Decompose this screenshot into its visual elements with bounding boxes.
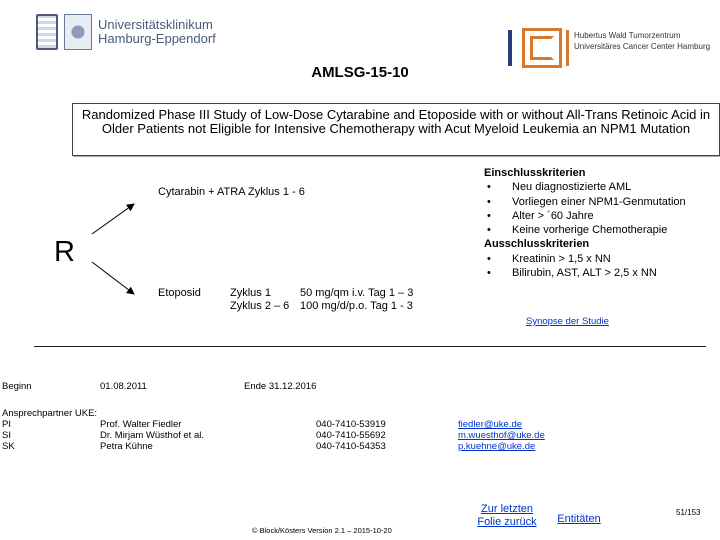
end-date: Ende 31.12.2016	[244, 381, 317, 392]
uke-logo	[36, 14, 216, 54]
contact-name: Petra Kühne	[100, 441, 153, 452]
inclusion-item: • Keine vorherige Chemotherapie	[484, 223, 714, 237]
hwtz-logo-text: Hubertus Wald Tumorzentrum Universitäres Cancer Center Hamburg	[574, 31, 711, 51]
randomization-letter: R	[54, 236, 75, 268]
begin-value: 01.08.2011	[100, 381, 147, 392]
hwtz-bar-icon	[508, 30, 512, 66]
contacts-heading: Ansprechpartner UKE:	[2, 408, 98, 419]
begin-label: Beginn	[2, 381, 32, 392]
arm-b-cycle1-dose: 50 mg/qm i.v. Tag 1 – 3	[300, 287, 414, 299]
contact-phone: 040-7410-55692	[316, 430, 386, 441]
hwtz-inner-square-icon	[530, 36, 554, 60]
contact-email-link[interactable]: fiedler@uke.de	[458, 419, 523, 430]
uke-emblem-icon	[64, 14, 92, 50]
criteria-block	[484, 166, 714, 280]
contact-role: PI	[2, 419, 11, 430]
contact-email-link[interactable]: m.wuesthof@uke.de	[458, 430, 545, 441]
arrow-down	[92, 262, 134, 294]
contact-role: SI	[2, 430, 11, 441]
back-link[interactable]: Zur letzten Folie zurück	[477, 503, 537, 528]
page-title: AMLSG-15-10	[311, 64, 409, 81]
entities-link[interactable]: Entitäten	[557, 513, 601, 525]
copyright: © Block/Kösters Version 2.1 – 2015-10-20	[252, 526, 392, 535]
inclusion-item: • Neu diagnostizierte AML	[484, 180, 714, 194]
contact-phone: 040-7410-54353	[316, 441, 386, 452]
synopsis-link[interactable]: Synopse der Studie	[526, 316, 609, 327]
section-divider	[34, 346, 706, 347]
arm-a-label: Cytarabin + ATRA Zyklus 1 - 6	[158, 186, 305, 198]
hwtz-divider-icon	[566, 30, 569, 66]
randomization-arrows	[60, 190, 170, 310]
arm-b-cycle2-dose: 100 mg/d/p.o. Tag 1 - 3	[300, 300, 413, 312]
arrow-up	[92, 204, 134, 234]
exclusion-item: • Bilirubin, AST, ALT > 2,5 x NN	[484, 266, 714, 280]
contact-email-link[interactable]: p.kuehne@uke.de	[458, 441, 536, 452]
uke-logo-text: Universitätsklinikum Hamburg-Eppendorf	[98, 17, 216, 46]
contact-name: Dr. Mirjam Wüsthof et al.	[100, 430, 204, 441]
contact-phone: 040-7410-53919	[316, 419, 386, 430]
contact-role: SK	[2, 441, 15, 452]
exclusion-item: • Kreatinin > 1,5 x NN	[484, 252, 714, 266]
exclusion-heading: Ausschlusskriterien	[484, 238, 590, 251]
arm-b-cycle2-label: Zyklus 2 – 6	[230, 300, 290, 312]
study-title-box	[72, 103, 720, 156]
study-title: Randomized Phase III Study of Low-Dose Cytarabine and Etoposide with or without All-Trans Retinoic Acid in Older Patients not Eligible for Intensive Chemotherapy with Acut Myeloid Leukemia an NPM1 Mutation	[81, 107, 711, 136]
arm-b-cycle1-label: Zyklus 1	[230, 287, 271, 299]
page-number: 51/153	[676, 508, 701, 517]
contact-name: Prof. Walter Fiedler	[100, 419, 182, 430]
inclusion-heading: Einschlusskriterien	[484, 167, 586, 179]
inclusion-item: • Alter > ´60 Jahre	[484, 209, 714, 223]
uke-seal-icon	[36, 14, 58, 50]
arm-b-label: Etoposid	[158, 287, 201, 299]
inclusion-item: • Vorliegen einer NPM1-Genmutation	[484, 195, 714, 209]
